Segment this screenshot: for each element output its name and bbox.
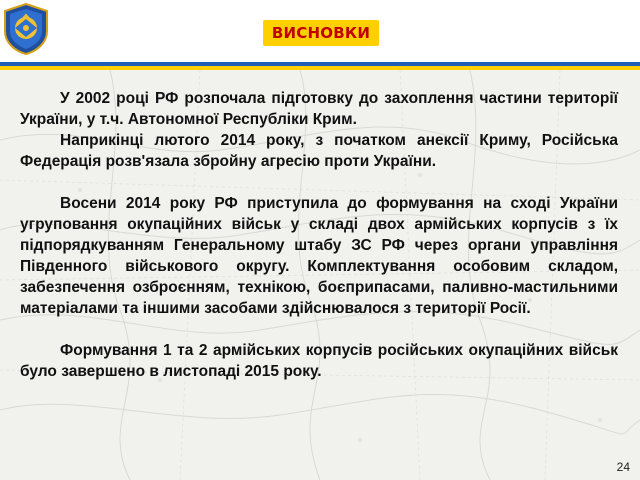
title-badge (263, 20, 379, 46)
slide-title: ВИСНОВКИ (271, 24, 371, 42)
page-number: 24 (616, 460, 630, 474)
paragraph-spacer (20, 172, 618, 193)
slide-body (20, 88, 618, 382)
paragraph-spacer (20, 319, 618, 340)
header-stripe-yellow (0, 66, 640, 70)
paragraph-4: Формування 1 та 2 армійських корпусів російських окупаційних військ було завершено в листопаді 2015 року. (20, 342, 618, 380)
paragraph-1: У 2002 році РФ розпочала підготовку до захоплення частини території України, у т.ч. Автономної Республіки Крим. (20, 90, 618, 128)
paragraph-2: Наприкінці лютого 2014 року, з початком анексії Криму, Російська Федерація розв'язала збройну агресію проти України. (20, 132, 618, 170)
slide-header (0, 0, 640, 62)
paragraph-3: Восени 2014 року РФ приступила до формування на сході України угруповання окупаційних військ у складі двох армійських корпусів з їх підпорядкуванням Генеральному штабу ЗС РФ через органи управління Південного військового округу. Комплектування особовим складом, забезпечення озброєнням, технікою, боєприпасами, паливно-мастильними матеріалами та іншими засобами здійснювалося з території Росії. (20, 195, 618, 317)
intelligence-emblem-icon (3, 3, 49, 55)
